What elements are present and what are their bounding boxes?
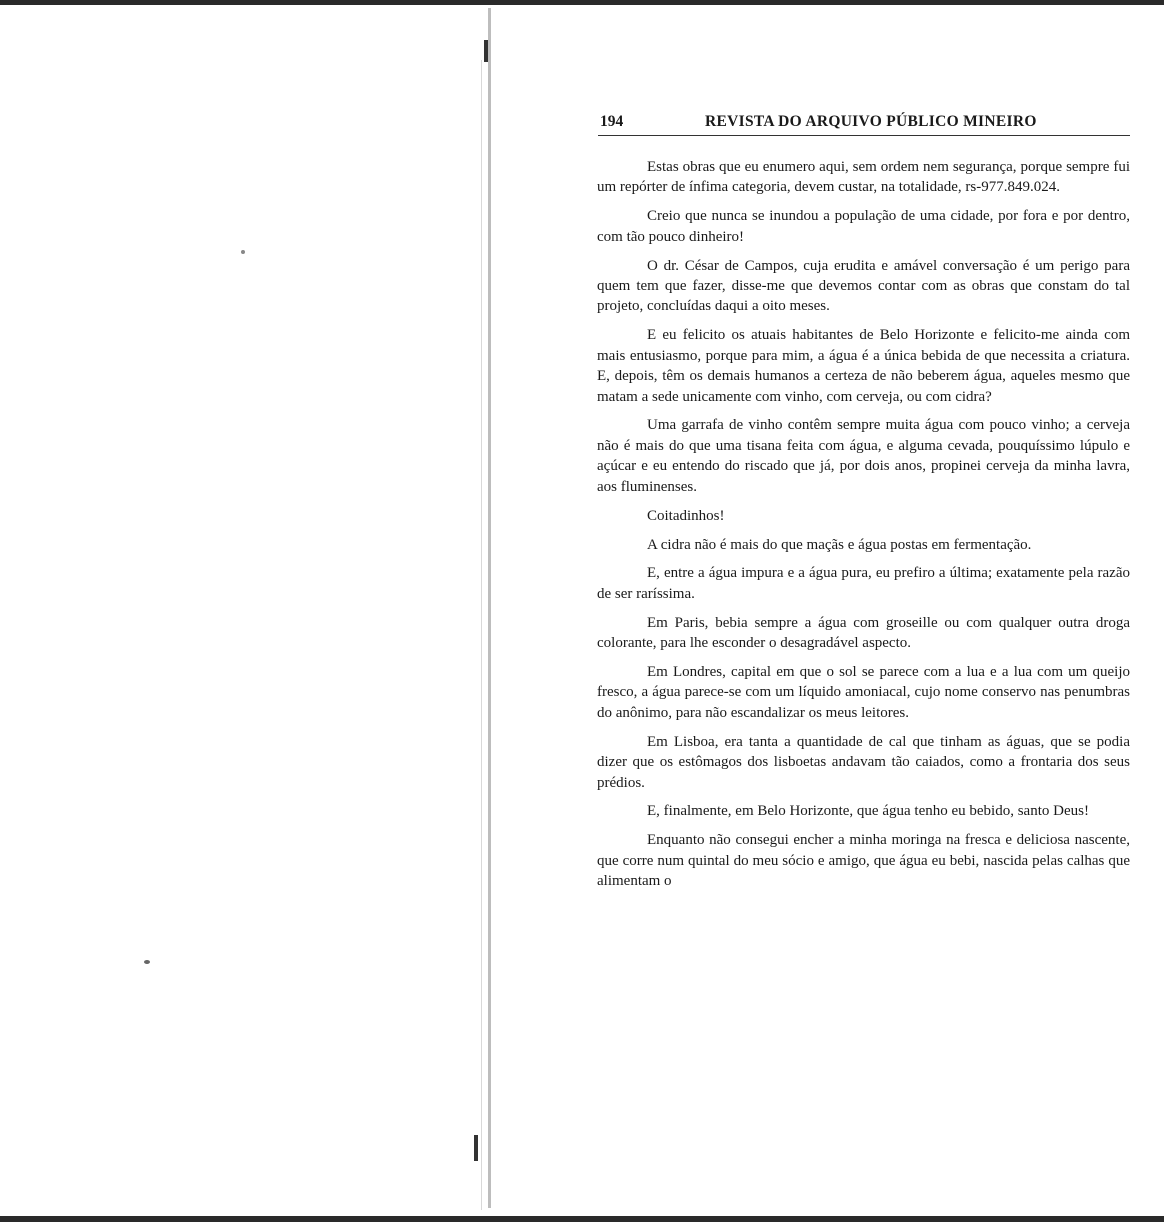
paragraph: Em Lisboa, era tanta a quantidade de cal que tinham as águas, que se podia dizer que os estômagos dos lisboetas andavam tão caiados, como a frontaria dos seus prédios. xyxy=(597,733,1130,791)
gutter-mark xyxy=(484,40,488,62)
running-title: REVISTA DO ARQUIVO PÚBLICO MINEIRO xyxy=(705,113,1037,130)
paragraph: E eu felicito os atuais habitantes de Belo Horizonte e felicito-me ainda com mais entusiasmo, porque para mim, a água é a única bebida de que necessita a criatura. E, depois, têm os demais humanos a certeza de não beberem água, aqueles mesmo que matam a sede unicamente com vinho, com cerveja, ou com cidra? xyxy=(597,327,1130,405)
book-gutter xyxy=(488,8,491,1208)
paragraph: Enquanto não consegui encher a minha moringa na fresca e deliciosa nascente, que corre num quintal do meu sócio e amigo, que água eu bebi, nascida pelas calhas que alimentam o xyxy=(597,832,1130,890)
body-text xyxy=(597,157,1130,892)
paragraph: Em Paris, bebia sempre a água com groseille ou com qualquer outra droga colorante, para lhe esconder o desagradável aspecto. xyxy=(597,614,1130,652)
page-number: 194 xyxy=(600,113,624,130)
book-gutter-shadow xyxy=(481,60,482,1210)
paragraph: Em Londres, capital em que o sol se parece com a lua e a lua com um queijo fresco, a água parece-se com um líquido amoniacal, cujo nome conservo nas penumbras do anônimo, para não escandalizar os meus leitores. xyxy=(597,664,1130,721)
paragraph: A cidra não é mais do que maçãs e água postas em fermentação. xyxy=(647,536,1032,553)
paragraph: Estas obras que eu enumero aqui, sem ordem nem segurança, porque sempre fui um repórter de ínfima categoria, devem custar, na totalidade, rs-977.849.024. xyxy=(597,159,1130,196)
paragraph: Coitadinhos! xyxy=(647,507,725,524)
scan-speck xyxy=(144,960,150,964)
paragraph: E, finalmente, em Belo Horizonte, que água tenho eu bebido, santo Deus! xyxy=(647,803,1089,820)
paragraph: O dr. César de Campos, cuja erudita e amável conversação é um perigo para quem tem que fazer, disse-me que devemos contar com as obras que constam do tal projeto, concluídas daqui a oito meses. xyxy=(597,257,1130,315)
bottom-scan-border xyxy=(0,1216,1164,1222)
paragraph: Uma garrafa de vinho contêm sempre muita água com pouco vinho; a cerveja não é mais do que uma tisana feita com água, e alguma cevada, pouquíssimo lúpulo e açúcar e eu entendo do riscado que já, por dois anos, propinei cerveja da minha lavra, aos fluminenses. xyxy=(597,417,1130,495)
paragraph: Creio que nunca se inundou a população de uma cidade, por fora e por dentro, com tão pouco dinheiro! xyxy=(597,208,1130,245)
top-scan-border xyxy=(0,0,1164,5)
gutter-mark xyxy=(474,1135,478,1161)
paragraph: E, entre a água impura e a água pura, eu prefiro a última; exatamente pela razão de ser raríssima. xyxy=(597,565,1130,602)
page-header xyxy=(598,113,1130,136)
scan-speck xyxy=(241,250,245,254)
